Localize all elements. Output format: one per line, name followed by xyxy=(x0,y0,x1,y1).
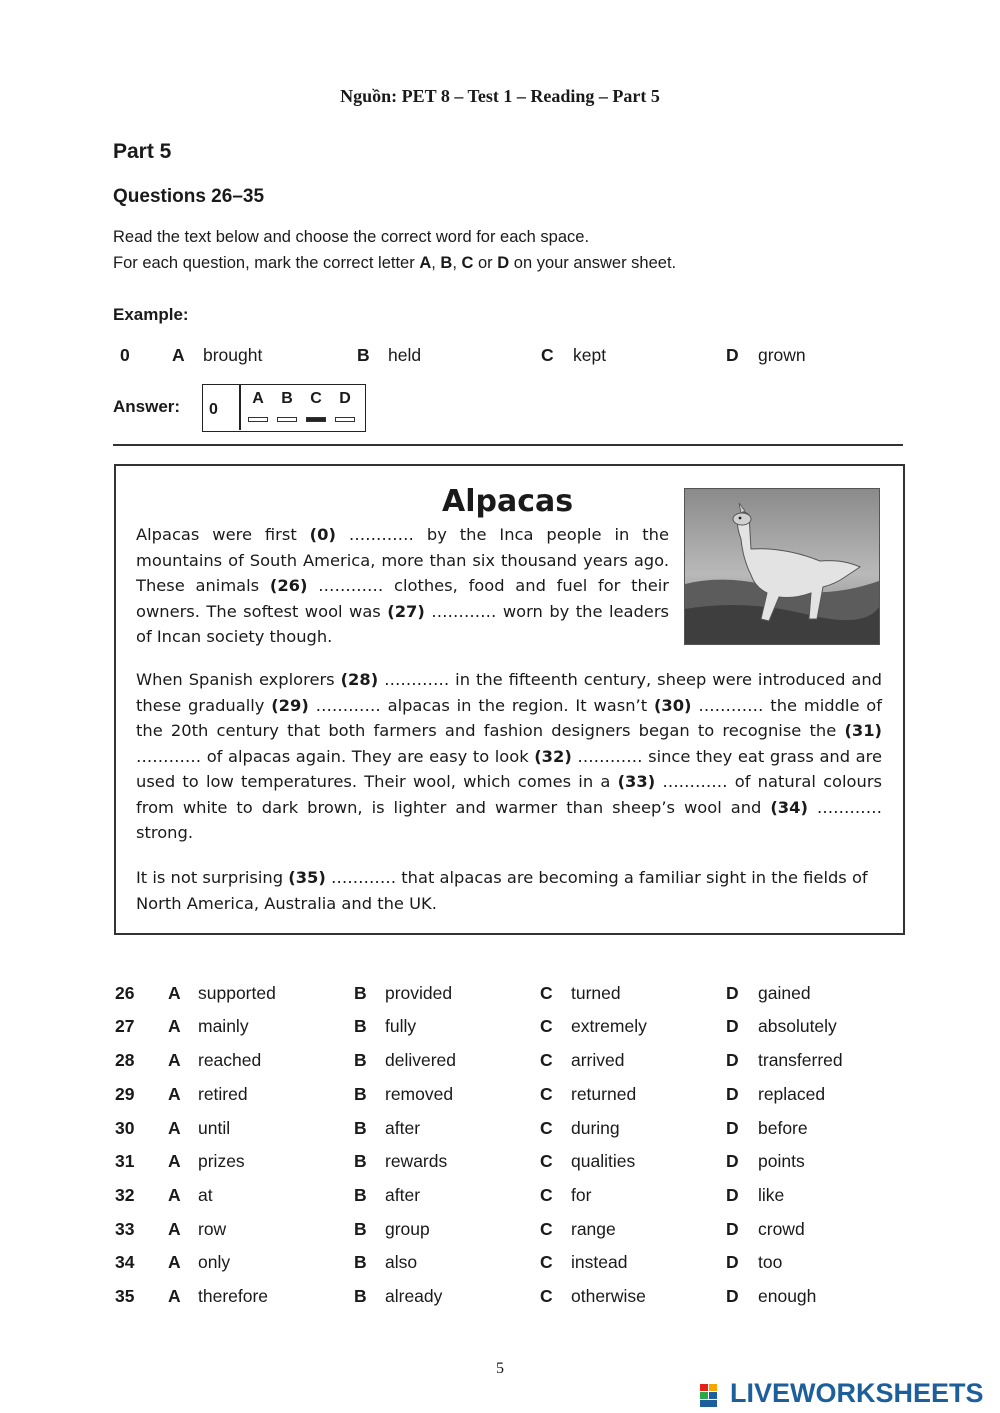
answer-divider xyxy=(239,385,241,430)
option-letter-b: B xyxy=(354,1185,367,1205)
instruction-line-1: Read the text below and choose the correct word for each space. xyxy=(113,228,590,246)
example-label: Example: xyxy=(113,305,189,324)
option-letter-d: D xyxy=(726,983,739,1003)
option-d[interactable]: like xyxy=(758,1185,785,1205)
question-row xyxy=(0,1286,1000,1312)
option-letter-d: D xyxy=(726,1118,739,1138)
alpaca-illustration xyxy=(685,489,879,644)
option-a[interactable]: supported xyxy=(198,983,276,1003)
question-number: 29 xyxy=(115,1084,135,1104)
article-paragraph-3 xyxy=(136,865,882,916)
article-paragraph-2 xyxy=(136,667,882,846)
text-run: ………… strong. xyxy=(136,797,882,842)
answer-mark-b xyxy=(277,417,297,422)
text-run: ………… of alpacas again. They are easy to look xyxy=(136,746,535,766)
option-letter-a: A xyxy=(168,1286,181,1306)
option-b[interactable]: group xyxy=(385,1219,430,1239)
option-c[interactable]: qualities xyxy=(571,1151,636,1171)
option-letter-d: D xyxy=(726,1286,739,1306)
example-letter-b: B xyxy=(357,345,370,365)
option-b[interactable]: provided xyxy=(385,983,453,1003)
questions-range: Questions 26–35 xyxy=(113,186,265,207)
text-run: ………… clothes, food and fuel for their owners. The softest wool was xyxy=(136,576,670,621)
example-option-c: kept xyxy=(573,345,607,365)
question-row xyxy=(0,1185,1000,1211)
answer-number: 0 xyxy=(209,401,218,418)
option-letter-b: B xyxy=(354,1118,367,1138)
answer-grid xyxy=(202,384,366,432)
option-c[interactable]: extremely xyxy=(571,1016,647,1036)
answer-letter-d: D xyxy=(339,390,351,407)
question-number: 27 xyxy=(115,1016,135,1036)
option-a[interactable]: retired xyxy=(198,1084,248,1104)
option-letter-b: B xyxy=(354,1252,367,1272)
question-number: 26 xyxy=(115,983,135,1003)
gap-26-marker: (26) xyxy=(269,576,308,595)
option-a[interactable]: until xyxy=(198,1118,231,1138)
page-number: 5 xyxy=(496,1360,504,1377)
option-letter-a: A xyxy=(168,983,181,1003)
option-d[interactable]: absolutely xyxy=(758,1016,837,1036)
option-letter-c: C xyxy=(540,1286,553,1306)
option-a[interactable]: mainly xyxy=(198,1016,249,1036)
gap-34-marker: (34) xyxy=(770,797,808,817)
instruction-line-2: For each question, mark the correct letter A, B, C or D on your answer sheet. xyxy=(113,254,677,272)
option-b[interactable]: removed xyxy=(385,1084,454,1104)
option-c[interactable]: arrived xyxy=(571,1050,625,1070)
example-number: 0 xyxy=(120,345,130,365)
option-a[interactable]: prizes xyxy=(198,1151,245,1171)
option-b[interactable]: after xyxy=(385,1118,421,1138)
gap-29-marker: (29) xyxy=(271,695,309,715)
option-b[interactable]: also xyxy=(385,1252,418,1272)
option-letter-a: A xyxy=(168,1084,181,1104)
option-letter-b: B xyxy=(354,983,367,1003)
question-row xyxy=(0,1084,1000,1110)
option-letter-d: D xyxy=(726,1185,739,1205)
option-letter-b: B xyxy=(354,1151,367,1171)
gap-33-marker: (33) xyxy=(617,772,656,791)
question-number: 35 xyxy=(115,1286,135,1306)
option-d[interactable]: gained xyxy=(758,983,811,1003)
question-row xyxy=(0,1252,1000,1278)
option-d[interactable]: crowd xyxy=(758,1219,805,1239)
option-a[interactable]: only xyxy=(198,1252,231,1272)
example-letter-a: A xyxy=(172,345,185,365)
text-run: ………… in the fifteenth century, sheep were introduced and these gradually xyxy=(136,670,882,715)
option-letter-c: C xyxy=(540,1118,553,1138)
question-row xyxy=(0,1219,1000,1245)
option-letter-a: A xyxy=(168,1050,181,1070)
question-number: 33 xyxy=(115,1219,135,1239)
option-letter-c: C xyxy=(540,1252,553,1272)
option-a[interactable]: row xyxy=(198,1219,227,1239)
option-letter-a: A xyxy=(168,1219,181,1239)
question-number: 28 xyxy=(115,1050,135,1070)
gap-31-marker: (31) xyxy=(844,721,882,740)
option-c[interactable]: otherwise xyxy=(571,1286,646,1306)
option-d[interactable]: points xyxy=(758,1151,805,1171)
liveworksheets-wordmark: LIVEWORKSHEETS xyxy=(730,1378,984,1408)
question-row xyxy=(0,1118,1000,1144)
gap-28-marker: (28) xyxy=(340,670,379,689)
text-run: ………… that alpacas are becoming a familiar sight in the fields of North America, Australia and the UK. xyxy=(136,868,868,913)
alpaca-photo xyxy=(684,488,880,645)
option-d[interactable]: replaced xyxy=(758,1084,826,1104)
liveworksheets-icon xyxy=(700,1384,728,1408)
option-c[interactable]: turned xyxy=(571,983,621,1003)
answer-mark-a xyxy=(248,417,268,422)
answer-letter-b: B xyxy=(281,390,293,407)
option-a[interactable]: reached xyxy=(198,1050,262,1070)
option-c[interactable]: during xyxy=(571,1118,620,1138)
article-title: Alpacas xyxy=(442,484,574,519)
question-number: 31 xyxy=(115,1151,135,1171)
question-row xyxy=(0,1151,1000,1177)
option-letter-b: B xyxy=(354,1016,367,1036)
option-letter-d: D xyxy=(726,1252,739,1272)
option-letter-d: D xyxy=(726,1016,739,1036)
source-header: Nguồn: PET 8 – Test 1 – Reading – Part 5 xyxy=(340,86,660,106)
question-row xyxy=(0,1050,1000,1076)
option-a[interactable]: therefore xyxy=(198,1286,269,1306)
text-run: ………… by the Inca people in the mountains of South America, more than six thousand years ago. These animals xyxy=(136,525,669,595)
gap-35-marker: (35) xyxy=(288,868,326,887)
example-option-b: held xyxy=(388,345,422,365)
option-c[interactable]: instead xyxy=(571,1252,628,1272)
option-letter-c: C xyxy=(540,1050,553,1070)
option-letter-c: C xyxy=(540,1219,553,1239)
example-option-d: grown xyxy=(758,345,806,365)
option-c[interactable]: returned xyxy=(571,1084,637,1104)
option-c[interactable]: for xyxy=(571,1185,592,1205)
option-letter-b: B xyxy=(354,1219,367,1239)
option-letter-d: D xyxy=(726,1050,739,1070)
question-row xyxy=(0,983,1000,1009)
example-option-a: brought xyxy=(203,345,263,365)
option-d[interactable]: enough xyxy=(758,1286,817,1306)
question-number: 34 xyxy=(115,1252,135,1272)
section-divider xyxy=(113,444,903,446)
text-run: ………… of natural colours from white to dark brown, is lighter and warmer than sheep’s wool and xyxy=(136,772,882,817)
question-number: 32 xyxy=(115,1185,135,1205)
answer-letter-a: A xyxy=(252,390,264,407)
part-title: Part 5 xyxy=(113,140,172,163)
option-a[interactable]: at xyxy=(198,1185,213,1205)
option-b[interactable]: already xyxy=(385,1286,443,1306)
example-letter-c: C xyxy=(541,345,554,365)
text-run: ………… worn by the leaders of Incan society though. xyxy=(136,601,669,646)
gap-32-marker: (32) xyxy=(534,746,572,766)
text-run: ………… alpacas in the region. It wasn’t xyxy=(308,695,654,715)
option-letter-a: A xyxy=(168,1151,181,1171)
option-d[interactable]: too xyxy=(758,1252,783,1272)
question-number: 30 xyxy=(115,1118,135,1138)
text-run: When Spanish explorers xyxy=(136,670,341,689)
option-letter-b: B xyxy=(354,1050,367,1070)
text-run: ………… the middle of the 20th century that both farmers and fashion designers began to recognise the xyxy=(136,695,883,740)
option-letter-c: C xyxy=(540,1084,553,1104)
option-letter-d: D xyxy=(726,1151,739,1171)
option-d[interactable]: transferred xyxy=(758,1050,843,1070)
option-letter-a: A xyxy=(168,1185,181,1205)
text-run: ………… since they eat grass and are used to low temperatures. Their wool, which comes in a xyxy=(136,746,882,791)
option-letter-b: B xyxy=(354,1286,367,1306)
option-c[interactable]: range xyxy=(571,1219,616,1239)
option-letter-a: A xyxy=(168,1016,181,1036)
option-letter-a: A xyxy=(168,1118,181,1138)
answer-mark-c-selected xyxy=(306,417,326,422)
gap-27-marker: (27) xyxy=(387,601,425,621)
option-letter-d: D xyxy=(726,1084,739,1104)
option-letter-c: C xyxy=(540,983,553,1003)
option-letter-c: C xyxy=(540,1016,553,1036)
question-row xyxy=(0,1016,1000,1042)
option-d[interactable]: before xyxy=(758,1118,808,1138)
option-letter-b: B xyxy=(354,1084,367,1104)
option-b[interactable]: after xyxy=(385,1185,421,1205)
option-b[interactable]: delivered xyxy=(385,1050,457,1070)
answer-letter-c: C xyxy=(310,390,322,407)
gap-30-marker: (30) xyxy=(653,695,692,715)
option-b[interactable]: rewards xyxy=(385,1151,448,1171)
option-letter-c: C xyxy=(540,1151,553,1171)
option-letter-a: A xyxy=(168,1252,181,1272)
example-row xyxy=(0,345,1000,369)
answer-label: Answer: xyxy=(113,397,181,416)
gap-0-marker: (0) xyxy=(309,525,336,544)
option-letter-d: D xyxy=(726,1219,739,1239)
answer-mark-d xyxy=(335,417,355,422)
article-paragraph-1 xyxy=(136,522,669,650)
text-run: It is not surprising xyxy=(136,868,289,887)
option-b[interactable]: fully xyxy=(385,1016,417,1036)
text-run: Alpacas were first xyxy=(136,525,310,544)
example-letter-d: D xyxy=(726,345,739,365)
option-letter-c: C xyxy=(540,1185,553,1205)
